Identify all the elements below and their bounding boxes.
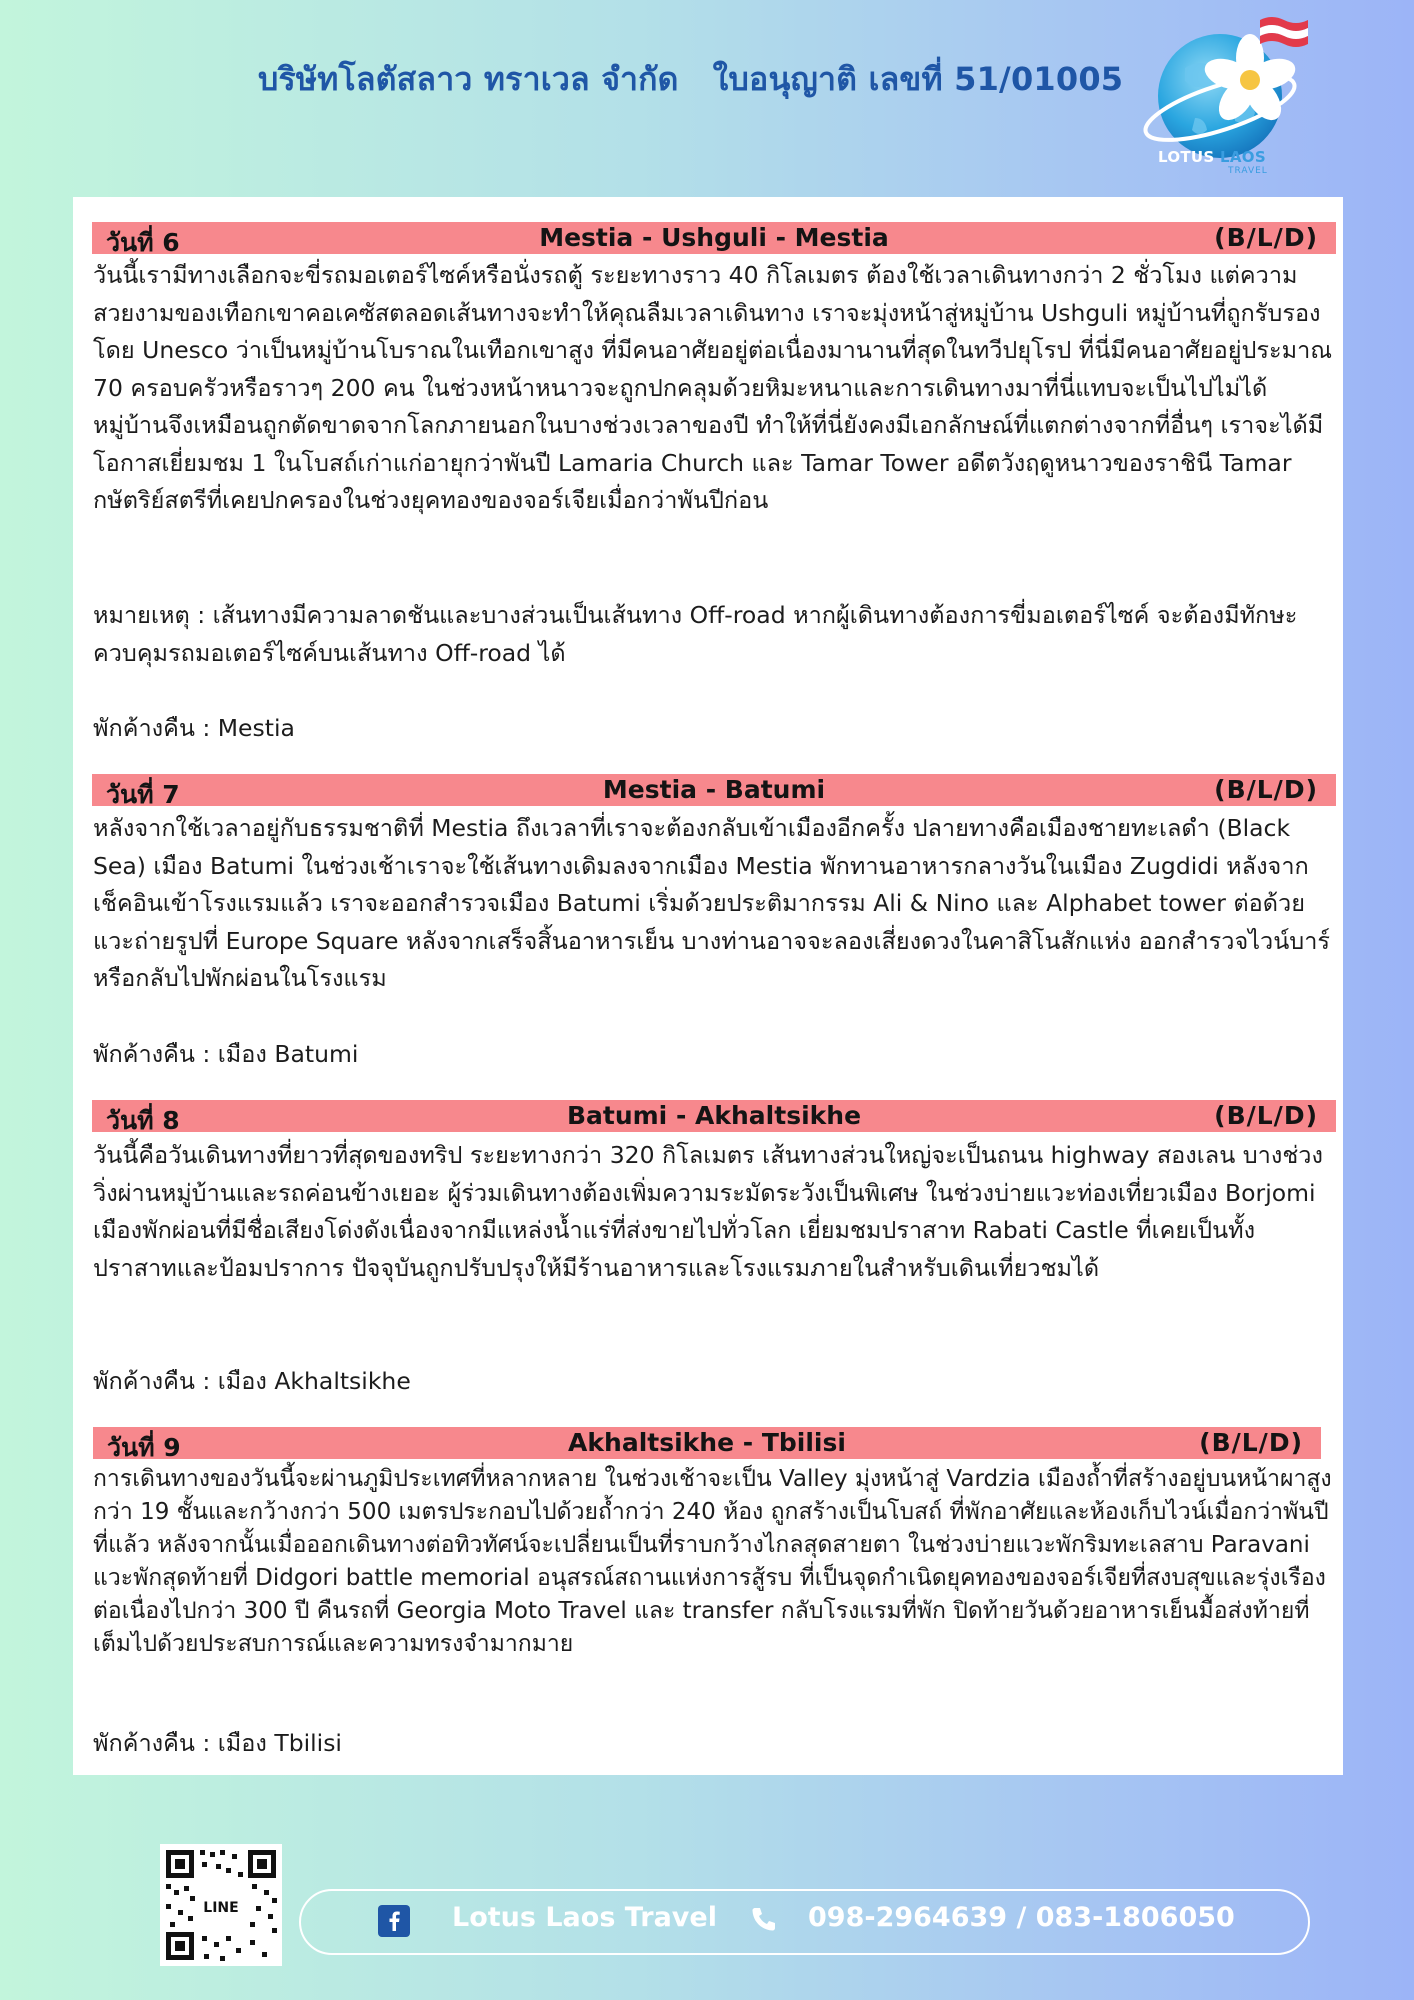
day-route: Batumi - Akhaltsikhe: [566, 1101, 862, 1130]
facebook-icon[interactable]: [378, 1905, 410, 1937]
day-route: Mestia - Ushguli - Mestia: [539, 223, 889, 252]
day-meals: (B/L/D): [1199, 1428, 1303, 1457]
day-6-description: วันนี้เรามีทางเลือกจะขี่รถมอเตอร์ไซค์หรือนั่งรถตู้ ระยะทางราว 40 กิโลเมตร ต้องใช้เวลาเดินทางกว่า 2 ชั่วโมง แต่ความสวยงามของเทือกเขาคอเคซัสตลอดเส้นทางจะทำให้คุณลืมเวลาเดินทาง เราจะมุ่งหน้าสู่หมู่บ้าน Ushguli หมู่บ้านที่ถูกรับรองโดย Unesco ว่าเป็นหมู่บ้านโบราณในเทือกเขาสูง ที่มีคนอาศัยอยู่ต่อเนื่องมานานที่สุดในทวีปยุโรป ที่นี่มีคนอาศัยอยู่ประมาณ 70 ครอบครัวหรือราวๆ 200 คน ในช่วงหน้าหนาวจะถูกปกคลุมด้วยหิมะหนาและการเดินทางมาที่นี่แทบจะเป็นไปไม่ได้ หมู่บ้านจึงเหมือนถูกตัดขาดจากโลกภายนอกในบางช่วงเวลาของปี ทำให้ที่นี่ยังคงมีเอกลักษณ์ที่แตกต่างจากที่อื่นๆ เราจะได้มีโอกาสเยี่ยมชม 1 ในโบสถ์เก่าแก่อายุกว่าพันปี Lamaria Church และ Tamar Tower อดีตวังฤดูหนาวของราชินี Tamar กษัตริย์สตรีที่เคยปกครองในช่วงยุคทองของจอร์เจียเมื่อกว่าพันปีก่อน: [93, 261, 1333, 514]
day-number: วันที่ 7: [106, 780, 180, 809]
day-6-overnight: พักค้างคืน : Mestia: [93, 714, 295, 742]
day-route: Mestia - Batumi: [602, 775, 826, 804]
day-meals: (B/L/D): [1214, 1101, 1318, 1130]
logo-subtext: TRAVEL: [1228, 166, 1268, 176]
qr-line-label: LINE: [203, 1900, 239, 1916]
day-route: Akhaltsikhe - Tbilisi: [568, 1428, 846, 1457]
company-license-title: บริษัทโลตัสลาว ทราเวล จำกัด ใบอนุญาติ เลขที่ 51/01005: [258, 60, 1124, 98]
day-number: วันที่ 9: [107, 1433, 181, 1462]
day-6-note: หมายเหตุ : เส้นทางมีความลาดชันและบางส่วนเป็นเส้นทาง Off-road หากผู้เดินทางต้องการขี่มอเตอร์ไซค์ จะต้องมีทักษะควบคุมรถมอเตอร์ไซค์บนเส้นทาง Off-road ได้: [93, 601, 1298, 667]
day-7-description: หลังจากใช้เวลาอยู่กับธรรมชาติที่ Mestia ถึงเวลาที่เราจะต้องกลับเข้าเมืองอีกครั้ง ปลายทางคือเมืองชายทะเลดำ (Black Sea) เมือง Batumi ในช่วงเช้าเราจะใช้เส้นทางเดิมลงจากเมือง Mestia พักทานอาหารกลางวันในเมือง Zugdidi หลังจากเช็คอินเข้าโรงแรมแล้ว เราจะออกสำรวจเมือง Batumi เริ่มด้วยประติมากรรม Ali & Nino และ Alphabet tower ต่อด้วยแวะถ่ายรูปที่ Europe Square หลังจากเสร็จสิ้นอาหารเย็น บางท่านอาจจะลองเสี่ยงดวงในคาสิโนสักแห่ง ออกสำรวจไวน์บาร์หรือกลับไปพักผ่อนในโรงแรม: [93, 814, 1331, 992]
day-9-description: การเดินทางของวันนี้จะผ่านภูมิประเทศที่หลากหลาย ในช่วงเช้าจะเป็น Valley มุ่งหน้าสู่ Vardzia เมืองถ้ำที่สร้างอยู่บนหน้าผาสูงกว่า 19 ชั้นและกว้างกว่า 500 เมตรประกอบไปด้วยถ้ำกว่า 240 ห้อง ถูกสร้างเป็นโบสถ์ ที่พักอาศัยและห้องเก็บไวน์เมื่อกว่าพันปีที่แล้ว หลังจากนั้นเมื่อออกเดินทางต่อทิวทัศน์จะเปลี่ยนเป็นที่ราบกว้างไกลสุดสายตา ในช่วงบ่ายแวะพักริมทะเลสาบ Paravani แวะพักสุดท้ายที่ Didgori battle memorial อนุสรณ์สถานแห่งการสู้รบ ที่เป็นจุดกำเนิดยุคทองของจอร์เจียที่สงบสุขและรุ่งเรืองต่อเนื่องไปกว่า 300 ปี คืนรถที่ Georgia Moto Travel และ transfer กลับโรงแรมที่พัก ปิดท้ายวันด้วยอาหารเย็นมื้อส่งท้ายที่เต็มไปด้วยประสบการณ์และความทรงจำมากมาย: [93, 1466, 1332, 1657]
day-number: วันที่ 6: [106, 228, 180, 257]
day-meals: (B/L/D): [1214, 775, 1318, 804]
day-meals: (B/L/D): [1214, 223, 1318, 252]
day-header-6: [92, 222, 1336, 257]
day-header-7: [92, 774, 1336, 809]
day-7-overnight: พักค้างคืน : เมือง Batumi: [93, 1040, 359, 1068]
logo-wordmark: LOTUS LAOS: [1158, 148, 1266, 166]
day-number: วันที่ 8: [106, 1106, 180, 1135]
day-8-overnight: พักค้างคืน : เมือง Akhaltsikhe: [93, 1367, 411, 1395]
phone-numbers[interactable]: 098-2964639 / 083-1806050: [808, 1902, 1235, 1933]
day-header-8: [92, 1100, 1336, 1135]
day-9-overnight: พักค้างคืน : เมือง Tbilisi: [93, 1729, 342, 1757]
day-8-description: วันนี้คือวันเดินทางที่ยาวที่สุดของทริป ระยะทางกว่า 320 กิโลเมตร เส้นทางส่วนใหญ่จะเป็นถนน highway สองเลน บางช่วงวิ่งผ่านหมู่บ้านและรถค่อนข้างเยอะ ผู้ร่วมเดินทางต้องเพิ่มความระมัดระวังเป็นพิเศษ ในช่วงบ่ายแวะท่องเที่ยวเมือง Borjomi เมืองพักผ่อนที่มีชื่อเสียงโด่งดังเนื่องจากมีแหล่งน้ำแร่ที่ส่งขายไปทั่วโลก เยี่ยมชมปราสาท Rabati Castle ที่เคยเป็นทั้งปราสาทและป้อมปราการ ปัจจุบันถูกปรับปรุงให้มีร้านอาหารและโรงแรมภายในสำหรับเดินเที่ยวชมได้: [93, 1141, 1323, 1282]
facebook-page-name[interactable]: Lotus Laos Travel: [452, 1902, 717, 1933]
day-header-9: [93, 1427, 1321, 1462]
phone-icon: [748, 1905, 778, 1935]
line-qr-code[interactable]: [160, 1844, 282, 1966]
